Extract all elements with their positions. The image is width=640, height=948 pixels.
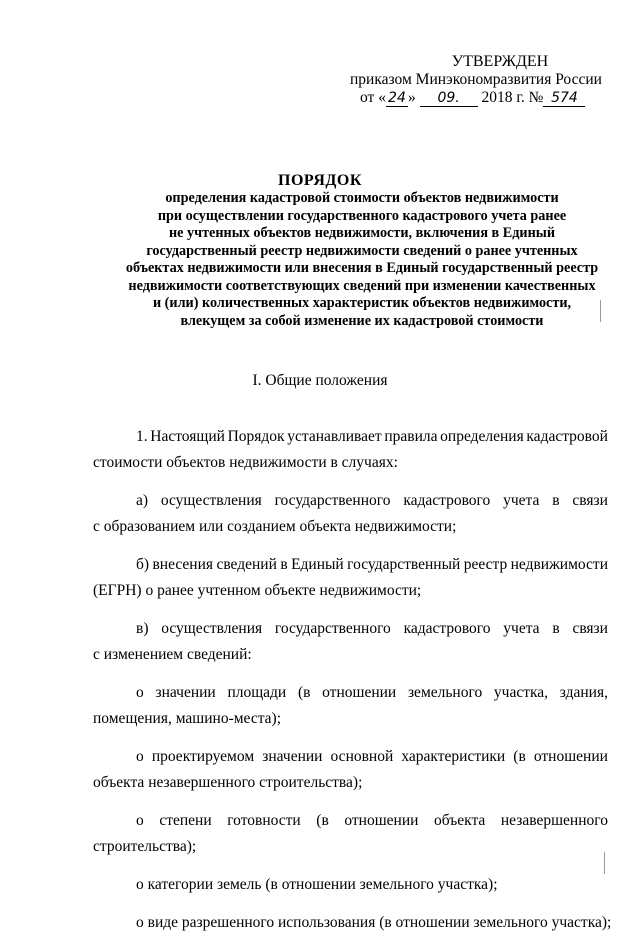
justified-line <box>93 680 608 706</box>
word: участка, <box>493 684 549 701</box>
word: (в <box>297 684 311 701</box>
word: здания, <box>559 684 608 701</box>
paragraph-b <box>93 552 608 604</box>
document-subtitle <box>112 190 612 330</box>
subtitle-line: влекущем за собой изменение их кадастровой стоимости <box>180 312 544 329</box>
justified-line <box>93 616 608 642</box>
item-permitted-use <box>93 910 612 936</box>
word: площади <box>227 684 287 701</box>
section-heading: I. Общие положения <box>252 372 388 389</box>
date-day-suffix: » <box>407 89 416 106</box>
paragraph-line: объекта незавершенного строительства); <box>93 774 363 791</box>
subtitle-line: при осуществлении государственного кадастрового учета ранее <box>157 207 567 224</box>
paragraph-line: строительства); <box>93 838 197 855</box>
paragraph-line: (ЕГРН) о ранее учтенном объекте недвижимости; <box>93 582 422 599</box>
handwritten-order-number: 574 <box>543 91 585 107</box>
word: недвижимости <box>510 556 608 573</box>
scan-artifact <box>600 300 601 322</box>
word: (в <box>316 812 329 829</box>
paragraph-v <box>93 616 608 668</box>
handwritten-day: 24 <box>386 91 408 107</box>
word: государственного <box>274 620 391 637</box>
word: а) <box>136 492 149 509</box>
subtitle-line: не учтенных объектов недвижимости, включения в Единый <box>168 225 556 241</box>
word: осуществления <box>160 492 262 509</box>
word: государственный <box>347 556 461 573</box>
word: значении <box>262 748 323 765</box>
scan-artifact <box>604 852 605 874</box>
word: в <box>552 492 560 509</box>
paragraph-line: стоимости объектов недвижимости в случаях: <box>93 454 398 471</box>
paragraph-line: помещения, машино-места); <box>93 710 282 727</box>
subtitle-line: определения кадастровой стоимости объектов недвижимости <box>165 190 559 206</box>
word: земельного <box>407 684 483 701</box>
word: характеристики <box>401 748 506 765</box>
paragraph-a <box>93 488 608 540</box>
justified-line <box>93 744 608 770</box>
word: Единый <box>291 556 344 573</box>
word: в) <box>136 620 149 637</box>
subtitle-line: и (или) количественных характеристик объектов недвижимости, <box>152 295 572 311</box>
word: учета <box>503 620 540 637</box>
word: определения <box>440 428 524 445</box>
justified-line <box>93 488 608 514</box>
approved-label: УТВЕРЖДЕН <box>451 53 549 70</box>
word: связи <box>572 492 608 509</box>
document-title: ПОРЯДОК <box>278 172 362 189</box>
order-year: 2018 г. № <box>481 89 544 106</box>
word: Настоящий <box>150 428 225 445</box>
justified-line <box>93 808 608 834</box>
word: значении <box>155 684 216 701</box>
word: правила <box>384 428 438 445</box>
subtitle-line: объектах недвижимости или внесения в Единый государственный реестр <box>125 260 599 276</box>
word: о <box>136 748 144 765</box>
paragraph-line: о виде разрешенного использования (в отношении земельного участка); <box>136 914 612 931</box>
word: осуществления <box>161 620 263 637</box>
word: (в <box>513 748 526 765</box>
word: Порядок <box>227 428 285 445</box>
word: государственного <box>274 492 391 509</box>
word: незавершенного <box>500 812 608 829</box>
justified-line <box>93 424 608 450</box>
word: б) <box>136 556 150 573</box>
paragraph-line: о категории земель (в отношении земельного участка); <box>136 876 498 893</box>
order-date-line <box>350 89 610 107</box>
word: в <box>552 620 560 637</box>
word: 1. <box>136 428 148 445</box>
word: основной <box>330 748 394 765</box>
paragraph-1 <box>93 424 608 476</box>
word: кадастрового <box>403 492 491 509</box>
word: кадастрового <box>403 620 491 637</box>
word: в <box>280 556 288 573</box>
paragraph-line: с образованием или созданием объекта недвижимости; <box>93 518 457 535</box>
subtitle-line: недвижимости соответствующих сведений при изменении качественных <box>128 277 596 294</box>
item-design-characteristic <box>93 744 608 796</box>
document-body <box>93 424 612 948</box>
word: проектируемом <box>151 748 255 765</box>
word: отношении <box>322 684 397 701</box>
word: о <box>136 812 144 829</box>
paragraph-line: с изменением сведений: <box>93 646 252 663</box>
word: кадастровой <box>526 428 608 445</box>
word: готовности <box>227 812 301 829</box>
word: связи <box>572 620 608 637</box>
subtitle-line: государственный реестр недвижимости сведений о ранее учтенных <box>146 242 578 259</box>
word: объекта <box>433 812 486 829</box>
justified-line <box>93 552 608 578</box>
order-line: приказом Минэкономразвития России <box>350 71 602 88</box>
word: отношении <box>533 748 608 765</box>
date-prefix: от « <box>360 89 386 106</box>
handwritten-month: 09. <box>420 91 478 107</box>
word: о <box>136 684 144 701</box>
word: сведений <box>216 556 277 573</box>
approval-stamp <box>350 53 610 107</box>
item-area <box>93 680 608 732</box>
item-degree-of-readiness <box>93 808 608 860</box>
word: реестр <box>463 556 508 573</box>
word: степени <box>159 812 212 829</box>
item-land-category <box>93 872 608 898</box>
word: устанавливает <box>287 428 382 445</box>
word: внесения <box>152 556 214 573</box>
word: учета <box>503 492 540 509</box>
word: отношении <box>344 812 419 829</box>
